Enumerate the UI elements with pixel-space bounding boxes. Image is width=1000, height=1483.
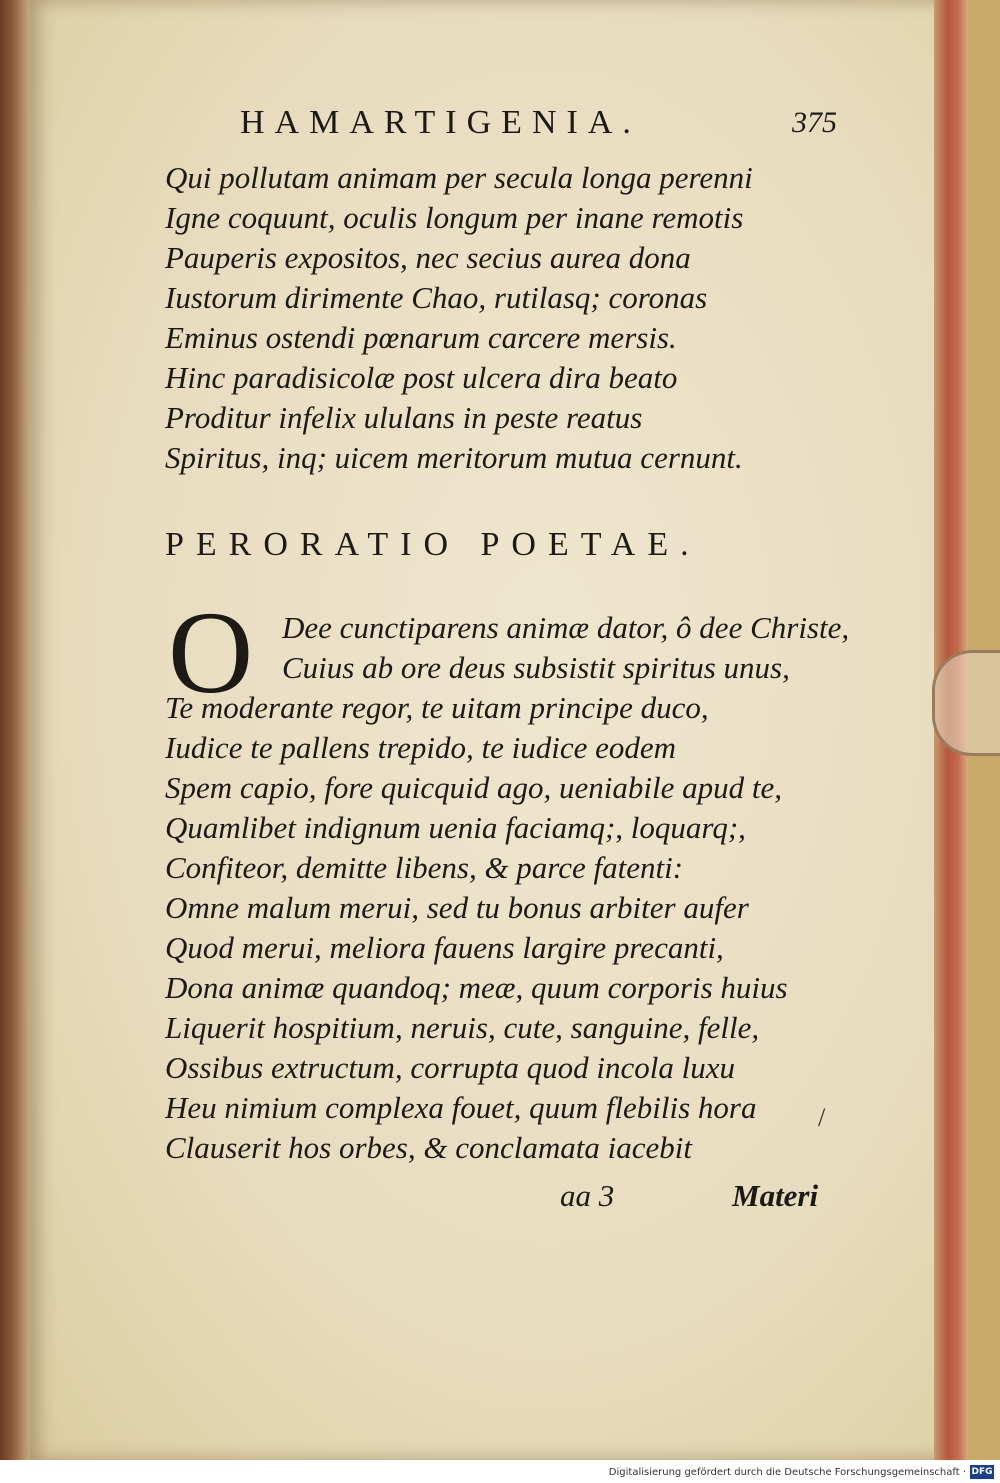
verse-line: Igne coquunt, oculis longum per inane remotis: [165, 200, 744, 235]
verse-line: Te moderante regor, te uitam principe duco,: [165, 690, 709, 725]
section-heading: PERORATIO POETAE.: [165, 526, 701, 563]
verse-line: Iustorum dirimente Chao, rutilasq; coronas: [165, 280, 708, 315]
verse-line: Dona animæ quandoq; meæ, quum corporis huius: [165, 970, 788, 1005]
verse-line: Quamlibet indignum uenia faciamq;, loquarq;,: [165, 810, 746, 845]
ink-mark-icon: /: [818, 1103, 826, 1132]
page-clip: [932, 650, 1000, 756]
verse-line: Clauserit hos orbes, & conclamata iacebit: [165, 1130, 692, 1165]
footer-credit: Digitalisierung gefördert durch die Deutsche Forschungsgemeinschaft ·: [608, 1467, 966, 1478]
verse-line: Dee cunctiparens animæ dator, ô dee Christe,: [282, 610, 850, 645]
catchword: Materi: [732, 1178, 819, 1213]
verse-line: Iudice te pallens trepido, te iudice eodem: [165, 730, 677, 765]
verse-line: Confiteor, demitte libens, & parce fatenti:: [165, 850, 684, 885]
verse-line: Quod merui, meliora fauens largire precanti,: [165, 930, 724, 965]
verse-line: Qui pollutam animam per secula longa perenni: [165, 160, 753, 195]
verse-line: Eminus ostendi pœnarum carcere mersis.: [165, 320, 677, 355]
verse-line: Omne malum merui, sed tu bonus arbiter aufer: [165, 890, 749, 925]
verse-line: Spem capio, fore quicquid ago, ueniabile apud te,: [165, 770, 783, 805]
verse-line: Liquerit hospitium, neruis, cute, sanguine, felle,: [165, 1010, 760, 1045]
verse-line: Ossibus extructum, corrupta quod incola luxu: [165, 1050, 736, 1085]
running-title: HAMARTIGENIA.: [240, 104, 641, 141]
verse-line: Hinc paradisicolæ post ulcera dira beato: [165, 360, 678, 395]
verse-line: Heu nimium complexa fouet, quum flebilis hora: [165, 1090, 757, 1125]
verse-line: Proditur infelix ululans in peste reatus: [165, 400, 643, 435]
footer-bar: [0, 1460, 1000, 1483]
verse-line: Pauperis expositos, nec secius aurea dona: [165, 240, 691, 275]
verse-line: Spiritus, inq; uicem meritorum mutua cernunt.: [165, 440, 743, 475]
page-number: 375: [792, 106, 837, 139]
signature-mark: aa 3: [560, 1178, 615, 1213]
drop-cap: O: [168, 587, 254, 718]
dfg-logo-icon: DFG: [971, 1467, 993, 1477]
verse-line: Cuius ab ore deus subsistit spiritus unus,: [282, 650, 790, 685]
